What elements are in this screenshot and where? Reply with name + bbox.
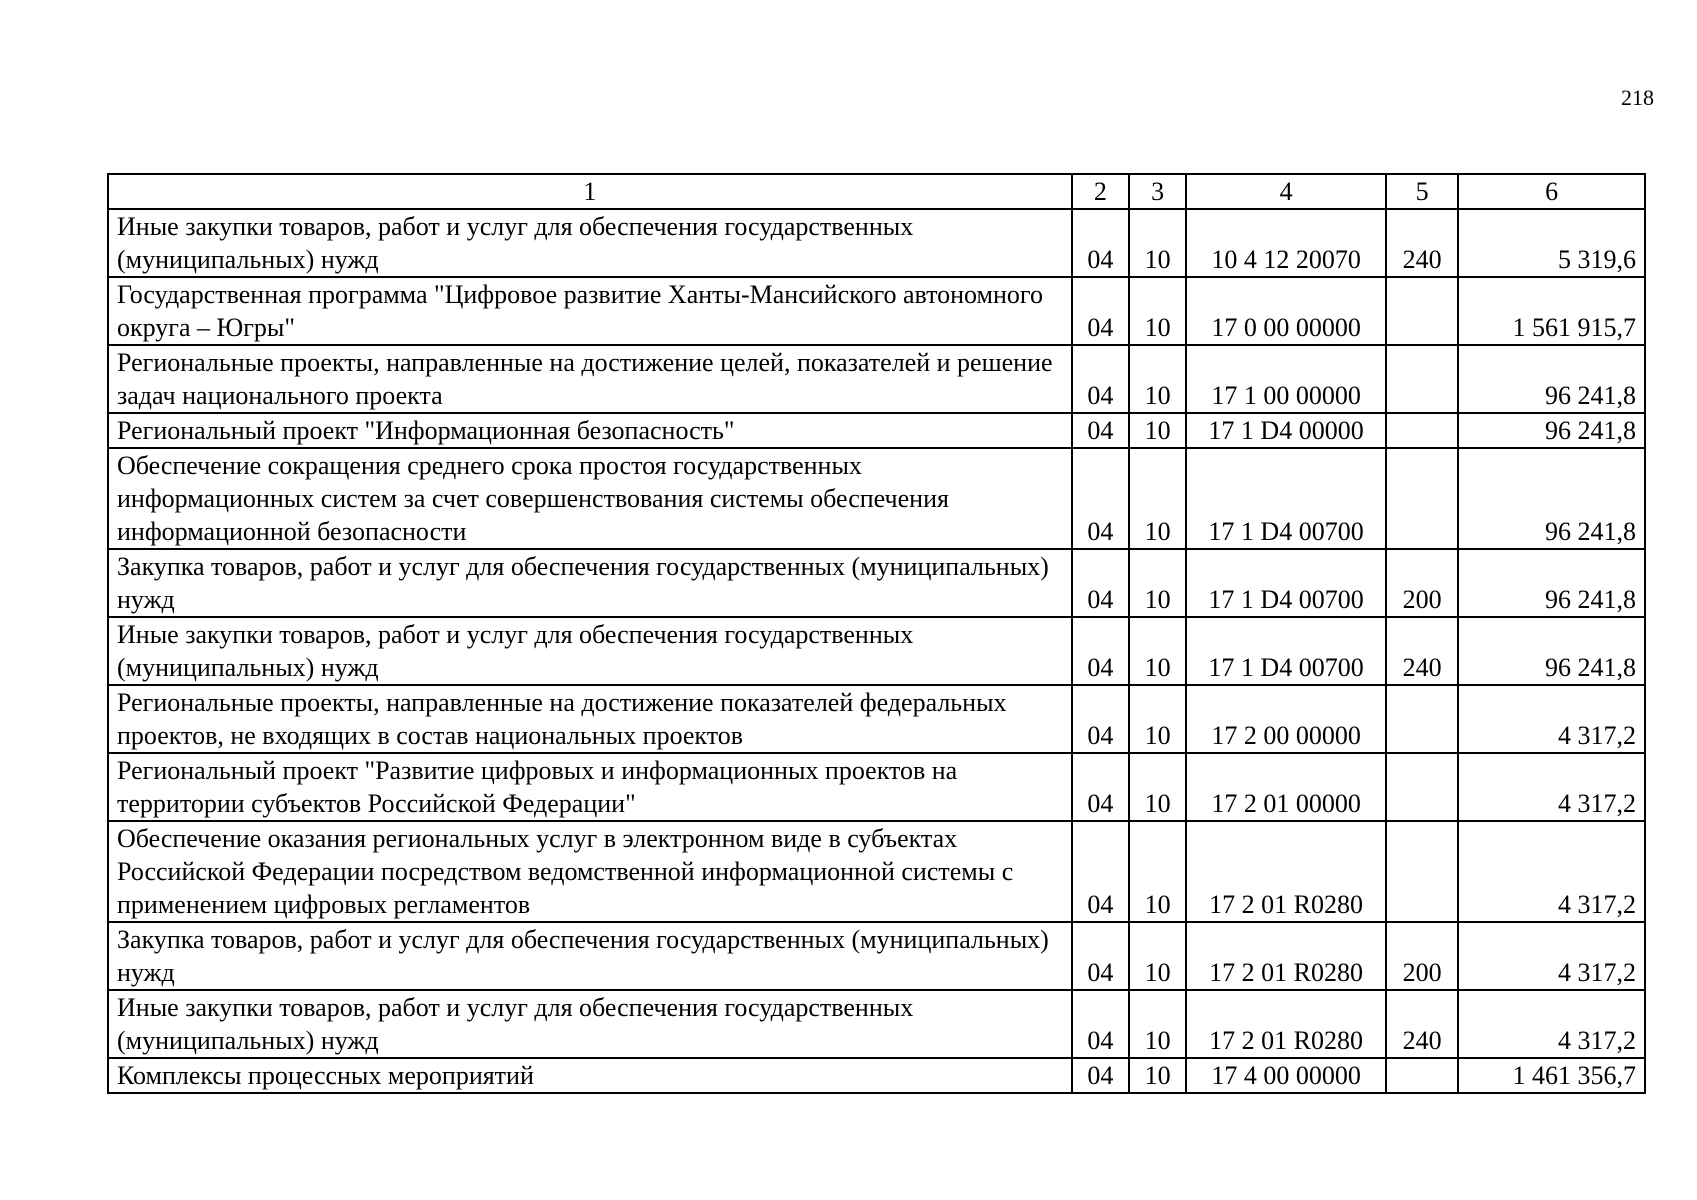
- cell-amount: 4 317,2: [1458, 990, 1645, 1058]
- cell-subsection: 10: [1129, 617, 1186, 685]
- table-body: [108, 209, 1645, 1093]
- cell-expense-type: [1386, 1058, 1458, 1093]
- cell-amount: 4 317,2: [1458, 753, 1645, 821]
- cell-name: Государственная программа "Цифровое развитие Ханты-Мансийского автономного округа – Югры": [108, 277, 1072, 345]
- cell-expense-type: [1386, 448, 1458, 549]
- cell-amount: 96 241,8: [1458, 448, 1645, 549]
- cell-amount: 4 317,2: [1458, 685, 1645, 753]
- header-row: [108, 174, 1645, 209]
- cell-expense-type: [1386, 821, 1458, 922]
- cell-target-article: 17 1 D4 00700: [1186, 549, 1386, 617]
- cell-name: Региональный проект "Развитие цифровых и информационных проектов на территории субъектов Российской Федерации": [108, 753, 1072, 821]
- cell-section: 04: [1072, 549, 1129, 617]
- cell-target-article: 17 4 00 00000: [1186, 1058, 1386, 1093]
- cell-target-article: 17 2 00 00000: [1186, 685, 1386, 753]
- cell-amount: 96 241,8: [1458, 617, 1645, 685]
- cell-name: Комплексы процессных мероприятий: [108, 1058, 1072, 1093]
- cell-subsection: 10: [1129, 277, 1186, 345]
- cell-target-article: 17 1 D4 00700: [1186, 617, 1386, 685]
- cell-expense-type: 240: [1386, 990, 1458, 1058]
- cell-target-article: 17 1 D4 00000: [1186, 413, 1386, 448]
- cell-section: 04: [1072, 922, 1129, 990]
- cell-section: 04: [1072, 685, 1129, 753]
- table-row: [108, 617, 1645, 685]
- cell-amount: 96 241,8: [1458, 413, 1645, 448]
- cell-amount: 96 241,8: [1458, 549, 1645, 617]
- cell-subsection: 10: [1129, 413, 1186, 448]
- cell-target-article: 17 2 01 R0280: [1186, 821, 1386, 922]
- header-col-amount: 6: [1458, 174, 1645, 209]
- cell-expense-type: 200: [1386, 922, 1458, 990]
- cell-name: Региональные проекты, направленные на достижение показателей федеральных проектов, не входящих в состав национальных проектов: [108, 685, 1072, 753]
- table-row: [108, 277, 1645, 345]
- table-row: [108, 685, 1645, 753]
- cell-name: Закупка товаров, работ и услуг для обеспечения государственных (муниципальных) нужд: [108, 549, 1072, 617]
- cell-target-article: 17 0 00 00000: [1186, 277, 1386, 345]
- cell-section: 04: [1072, 990, 1129, 1058]
- cell-subsection: 10: [1129, 448, 1186, 549]
- cell-name: Обеспечение сокращения среднего срока простоя государственных информационных систем за счет совершенствования системы обеспечения информационной безопасности: [108, 448, 1072, 549]
- cell-target-article: 10 4 12 20070: [1186, 209, 1386, 277]
- table-row: [108, 1058, 1645, 1093]
- cell-expense-type: [1386, 685, 1458, 753]
- table-row: [108, 990, 1645, 1058]
- table-row: [108, 922, 1645, 990]
- cell-amount: 4 317,2: [1458, 922, 1645, 990]
- cell-section: 04: [1072, 821, 1129, 922]
- cell-expense-type: [1386, 413, 1458, 448]
- cell-name: Иные закупки товаров, работ и услуг для обеспечения государственных (муниципальных) нужд: [108, 209, 1072, 277]
- header-col-expense-type: 5: [1386, 174, 1458, 209]
- page-number: 218: [1621, 85, 1654, 110]
- cell-target-article: 17 1 00 00000: [1186, 345, 1386, 413]
- table-row: [108, 821, 1645, 922]
- cell-target-article: 17 1 D4 00700: [1186, 448, 1386, 549]
- header-col-name: 1: [108, 174, 1072, 209]
- cell-name: Иные закупки товаров, работ и услуг для обеспечения государственных (муниципальных) нужд: [108, 617, 1072, 685]
- header-col-target: 4: [1186, 174, 1386, 209]
- cell-name: Региональный проект "Информационная безопасность": [108, 413, 1072, 448]
- cell-name: Региональные проекты, направленные на достижение целей, показателей и решение задач национального проекта: [108, 345, 1072, 413]
- cell-expense-type: 240: [1386, 617, 1458, 685]
- cell-section: 04: [1072, 345, 1129, 413]
- cell-name: Закупка товаров, работ и услуг для обеспечения государственных (муниципальных) нужд: [108, 922, 1072, 990]
- cell-subsection: 10: [1129, 685, 1186, 753]
- table-row: [108, 413, 1645, 448]
- cell-amount: 1 561 915,7: [1458, 277, 1645, 345]
- cell-subsection: 10: [1129, 345, 1186, 413]
- cell-amount: 96 241,8: [1458, 345, 1645, 413]
- cell-amount: 5 319,6: [1458, 209, 1645, 277]
- cell-expense-type: 200: [1386, 549, 1458, 617]
- cell-target-article: 17 2 01 R0280: [1186, 990, 1386, 1058]
- cell-name: Иные закупки товаров, работ и услуг для обеспечения государственных (муниципальных) нужд: [108, 990, 1072, 1058]
- budget-table: [107, 173, 1646, 1094]
- table-header: [108, 174, 1645, 209]
- cell-expense-type: [1386, 345, 1458, 413]
- header-col-subsection: 3: [1129, 174, 1186, 209]
- table-row: [108, 448, 1645, 549]
- table-row: [108, 753, 1645, 821]
- cell-section: 04: [1072, 413, 1129, 448]
- table-row: [108, 209, 1645, 277]
- header-col-section: 2: [1072, 174, 1129, 209]
- cell-expense-type: [1386, 277, 1458, 345]
- cell-section: 04: [1072, 753, 1129, 821]
- cell-subsection: 10: [1129, 922, 1186, 990]
- cell-section: 04: [1072, 617, 1129, 685]
- cell-target-article: 17 2 01 00000: [1186, 753, 1386, 821]
- table-row: [108, 345, 1645, 413]
- cell-section: 04: [1072, 1058, 1129, 1093]
- cell-expense-type: [1386, 753, 1458, 821]
- cell-section: 04: [1072, 448, 1129, 549]
- cell-section: 04: [1072, 277, 1129, 345]
- cell-subsection: 10: [1129, 821, 1186, 922]
- cell-target-article: 17 2 01 R0280: [1186, 922, 1386, 990]
- cell-amount: 4 317,2: [1458, 821, 1645, 922]
- cell-amount: 1 461 356,7: [1458, 1058, 1645, 1093]
- cell-subsection: 10: [1129, 1058, 1186, 1093]
- cell-subsection: 10: [1129, 753, 1186, 821]
- table-row: [108, 549, 1645, 617]
- cell-section: 04: [1072, 209, 1129, 277]
- cell-expense-type: 240: [1386, 209, 1458, 277]
- cell-subsection: 10: [1129, 990, 1186, 1058]
- cell-subsection: 10: [1129, 209, 1186, 277]
- cell-name: Обеспечение оказания региональных услуг в электронном виде в субъектах Российской Федерации посредством ведомственной информационной системы с применением цифровых регламентов: [108, 821, 1072, 922]
- cell-subsection: 10: [1129, 549, 1186, 617]
